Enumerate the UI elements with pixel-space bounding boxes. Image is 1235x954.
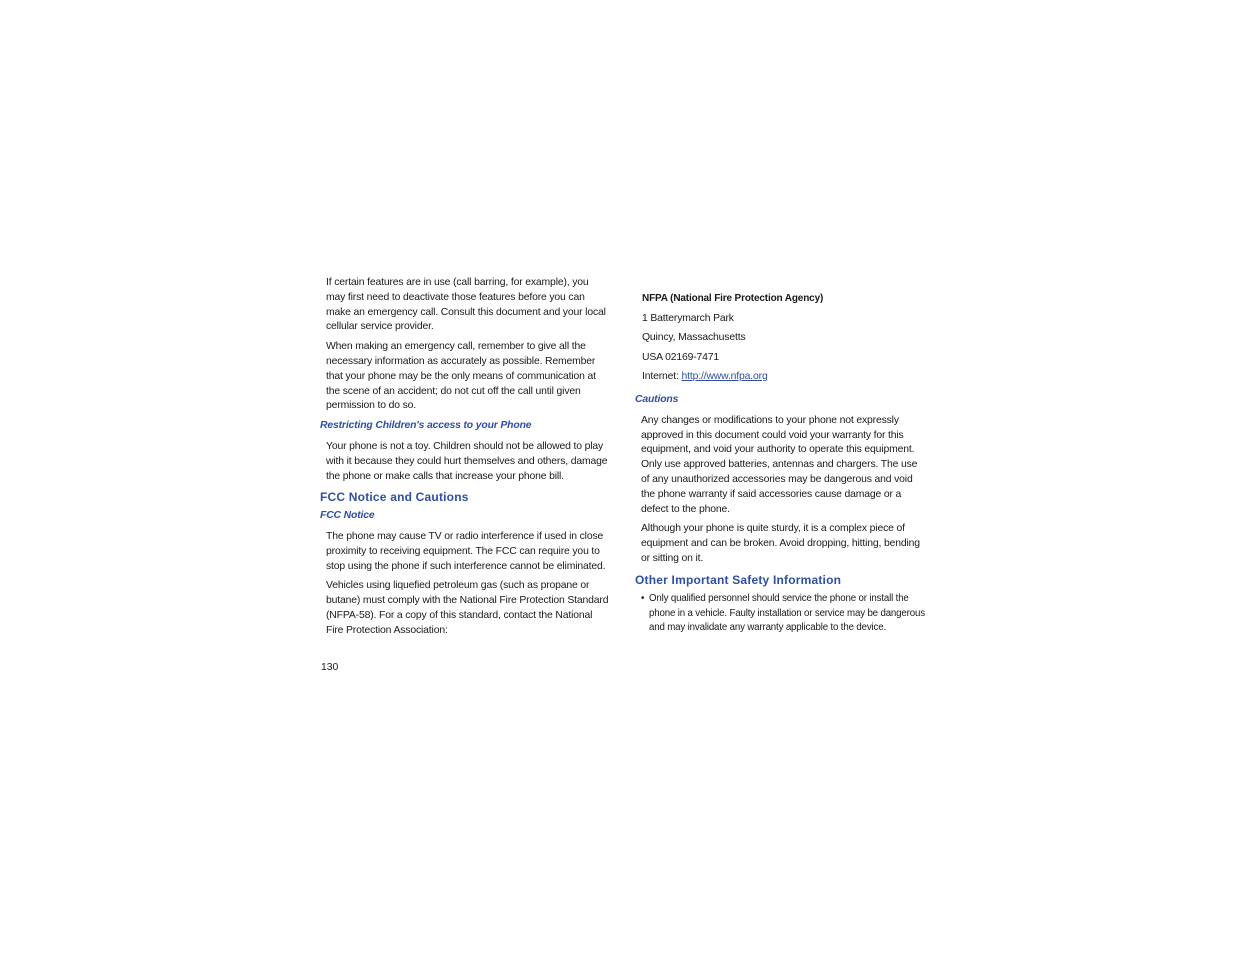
internet-label: Internet: bbox=[642, 371, 682, 383]
children-paragraph: Your phone is not a toy. Children should not be allowed to play with it because they could hurt themselves and others, damage the phone or make calls that increase your phone bill. bbox=[326, 440, 608, 482]
nfpa-address-line-2: Quincy, Massachusetts bbox=[642, 332, 746, 344]
safety-bullet-list bbox=[635, 592, 925, 637]
other-safety-heading: Other Important Safety Information bbox=[635, 572, 842, 587]
emergency-call-paragraph: When making an emergency call, remember to give all the necessary information as accurately as possible. Remember that your phone may be the only means of communication at the scene of an accident; do not cut off the call until given permission to do so. bbox=[326, 341, 596, 412]
emergency-features-paragraph: If certain features are in use (call barring, for example), you may first need to deactivate those features before you can make an emergency call. Consult this document and your local cellular service provider. bbox=[326, 277, 606, 333]
bullet-icon: • bbox=[641, 592, 645, 604]
right-column bbox=[635, 292, 925, 636]
nfpa-internet-line bbox=[642, 370, 925, 385]
nfpa-title: NFPA (National Fire Protection Agency) bbox=[642, 293, 824, 304]
fcc-notice-cautions-heading: FCC Notice and Cautions bbox=[320, 490, 469, 505]
nfpa-address-line-3: USA 02169-7471 bbox=[642, 351, 720, 363]
left-column bbox=[320, 276, 610, 644]
cautions-paragraph-1: Any changes or modifications to your phone not expressly approved in this document could void your warranty for this equipment, and void your authority to operate this equipment. Only use approved batteries, antennas and chargers. The use of any unauthorized accessories may be dangerous and void the phone warranty if said accessories cause damage or a defect to the phone. bbox=[641, 414, 918, 515]
fcc-notice-heading: FCC Notice bbox=[320, 510, 375, 522]
list-item bbox=[641, 592, 925, 637]
fcc-lpg-paragraph: Vehicles using liquefied petroleum gas (such as propane or butane) must comply with the National Fire Protection Standard (NFPA-58). For a copy of this standard, contact the National Fire Protection Association: bbox=[326, 580, 609, 636]
restricting-children-heading: Restricting Children's access to your Phone bbox=[320, 420, 532, 432]
cautions-paragraph-2: Although your phone is quite sturdy, it is a complex piece of equipment and can be broken. Avoid dropping, hitting, bending or sitting on it. bbox=[641, 523, 920, 565]
bullet-text: Only qualified personnel should service the phone or install the phone in a vehicle. Faulty installation or service may be dangerous and may invalidate any warranty applicable to the device. bbox=[649, 592, 925, 634]
nfpa-address-line-1: 1 Batterymarch Park bbox=[642, 312, 734, 324]
cautions-heading: Cautions bbox=[635, 394, 679, 406]
fcc-interference-paragraph: The phone may cause TV or radio interference if used in close proximity to receiving equipment. The FCC can require you to stop using the phone if such interference cannot be eliminated. bbox=[326, 530, 606, 572]
nfpa-website-link[interactable]: http://www.nfpa.org bbox=[681, 371, 768, 383]
page-number: 130 bbox=[321, 662, 339, 673]
